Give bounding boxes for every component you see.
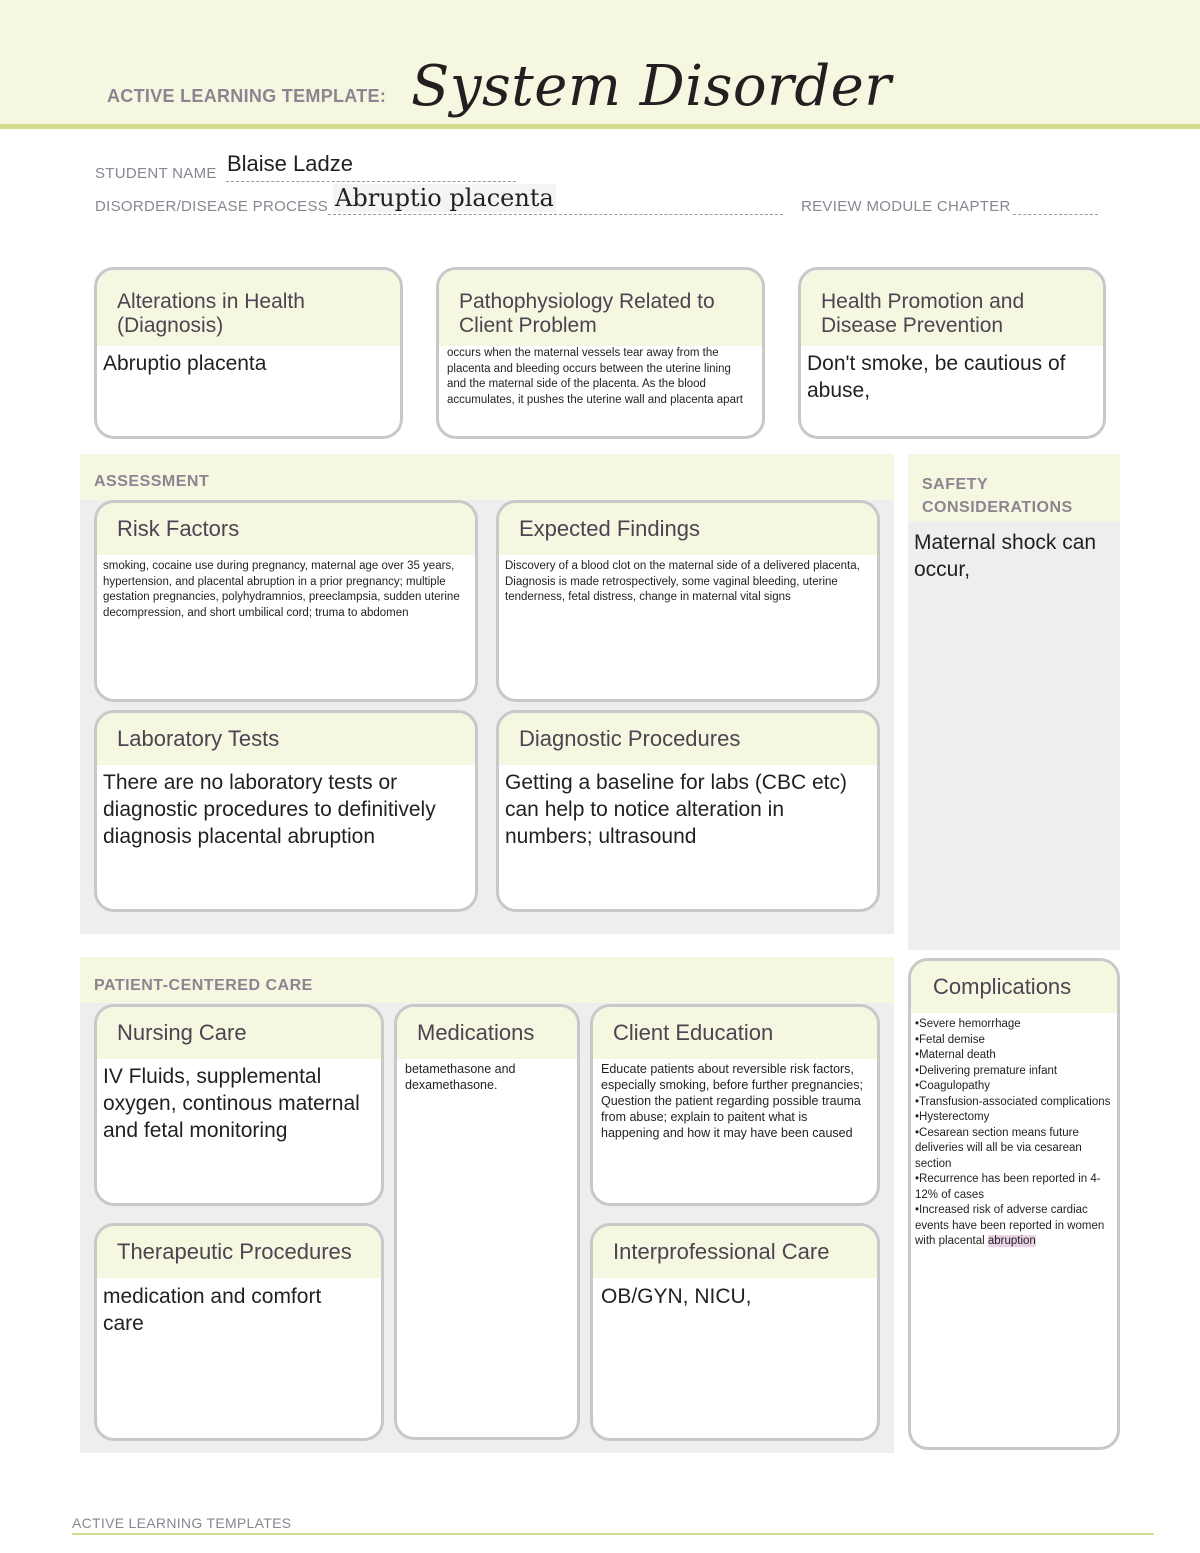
review-module-underline: [1013, 214, 1098, 215]
alterations-title: Alterations in Health (Diagnosis): [97, 270, 400, 346]
student-name-field[interactable]: Blaise Ladze: [227, 151, 353, 176]
complication-item: •Delivering premature infant: [915, 1064, 1058, 1077]
complications-title: Complications: [911, 961, 1117, 1013]
pcc-label: PATIENT-CENTERED CARE: [94, 977, 313, 994]
diagnostic-procedures-title: Diagnostic Procedures: [499, 713, 877, 765]
medications-card: [394, 1004, 580, 1440]
complication-item-last: [915, 1203, 1111, 1250]
safety-label: [922, 473, 1073, 519]
page-title: System Disorder: [411, 54, 892, 119]
complication-item: •Severe hemorrhage: [915, 1018, 1021, 1030]
complication-item: •Fetal demise: [915, 1033, 985, 1046]
health-promotion-title: Health Promotion and Disease Prevention: [801, 270, 1103, 346]
complication-last-text: •Increased risk of adverse cardiac events have been reported in women with placental: [915, 1204, 1105, 1247]
footer-divider: [72, 1533, 1154, 1535]
diagnostic-procedures-card: [496, 710, 880, 912]
nursing-care-card: [94, 1004, 384, 1206]
disorder-label: DISORDER/DISEASE PROCESS: [95, 198, 329, 215]
diagnostic-procedures-body[interactable]: Getting a baseline for labs (CBC etc) can help to notice alteration in numbers; ultrasound: [505, 771, 847, 848]
laboratory-tests-card: [94, 710, 478, 912]
risk-factors-title: Risk Factors: [97, 503, 475, 555]
laboratory-tests-title: Laboratory Tests: [97, 713, 475, 765]
template-label: ACTIVE LEARNING TEMPLATE:: [107, 86, 387, 106]
expected-findings-body[interactable]: Discovery of a blood clot on the maternal side of a delivered placenta, Diagnosis is made retrospectively, some vaginal bleeding, uterine tenderness, fetal distress, change in maternal vital signs: [505, 560, 860, 603]
therapeutic-procedures-body[interactable]: medication and comfort care: [103, 1285, 322, 1335]
complication-item: •Maternal death: [915, 1049, 996, 1061]
alterations-card: [94, 267, 403, 439]
safety-label-line2: CONSIDERATIONS: [922, 499, 1073, 516]
complication-item: •Cesarean section means future deliveries will all be via cesarean section: [915, 1126, 1082, 1170]
highlighted-text: abruption: [987, 1235, 1036, 1247]
health-promotion-body[interactable]: Don't smoke, be cautious of abuse,: [807, 352, 1066, 402]
expected-findings-card: [496, 500, 880, 702]
complication-item: •Coagulopathy: [915, 1080, 990, 1092]
complications-card: [908, 958, 1120, 1450]
client-education-card: [590, 1004, 880, 1206]
interprofessional-care-card: [590, 1223, 880, 1441]
safety-body[interactable]: Maternal shock can occur,: [914, 531, 1097, 581]
therapeutic-procedures-card: [94, 1223, 384, 1441]
nursing-care-body[interactable]: IV Fluids, supplemental oxygen, continous maternal and fetal monitoring: [103, 1065, 360, 1142]
footer-text: ACTIVE LEARNING TEMPLATES: [72, 1515, 292, 1531]
review-module-label: REVIEW MODULE CHAPTER: [801, 198, 1011, 215]
client-education-body[interactable]: Educate patients about reversible risk factors, especially smoking, before further pregnancies; Question the patient regarding possible trauma from abuse; explain to paitent what is happening and how it may have been caused: [601, 1062, 863, 1140]
student-name-underline: [226, 181, 516, 182]
complication-item: •Transfusion-associated complications: [915, 1095, 1111, 1108]
medications-body[interactable]: betamethasone and dexamethasone.: [405, 1062, 516, 1092]
health-promotion-card: [798, 267, 1106, 439]
medications-title: Medications: [397, 1007, 577, 1059]
alterations-body[interactable]: Abruptio placenta: [103, 352, 267, 375]
interprofessional-care-title: Interprofessional Care: [593, 1226, 877, 1278]
client-education-title: Client Education: [593, 1007, 877, 1059]
assessment-label: ASSESSMENT: [94, 473, 210, 490]
complications-body[interactable]: [911, 1013, 1117, 1254]
risk-factors-card: [94, 500, 478, 702]
nursing-care-title: Nursing Care: [97, 1007, 381, 1059]
laboratory-tests-body[interactable]: There are no laboratory tests or diagnostic procedures to definitively diagnosis placental abruption: [103, 771, 436, 848]
interprofessional-care-body[interactable]: OB/GYN, NICU,: [601, 1285, 752, 1308]
pathophysiology-body[interactable]: occurs when the maternal vessels tear away from the placenta and bleeding occurs between the uterine lining and the maternal side of the placenta. As the blood accumulates, it pushes the uterine wall and placenta apart: [447, 347, 743, 406]
disorder-field[interactable]: Abruptio placenta: [335, 184, 554, 212]
complication-item: •Hysterectomy: [915, 1111, 990, 1123]
pathophysiology-title: Pathophysiology Related to Client Problem: [439, 270, 762, 346]
student-name-label: STUDENT NAME: [95, 165, 217, 182]
complications-list: [915, 1017, 1111, 1250]
expected-findings-title: Expected Findings: [499, 503, 877, 555]
complication-item: •Recurrence has been reported in 4-12% of cases: [915, 1173, 1101, 1201]
disorder-underline: [328, 214, 783, 215]
pathophysiology-card: [436, 267, 765, 439]
risk-factors-body[interactable]: smoking, cocaine use during pregnancy, maternal age over 35 years, hypertension, and placental abruption in a prior pregnancy; multiple gestation pregnancies, polyhydramnios, preeclampsia, sudden uterine decompression, and short umbilical cord; truma to abdomen: [103, 560, 460, 619]
therapeutic-procedures-title: Therapeutic Procedures: [97, 1226, 381, 1278]
safety-label-line1: SAFETY: [922, 476, 989, 493]
